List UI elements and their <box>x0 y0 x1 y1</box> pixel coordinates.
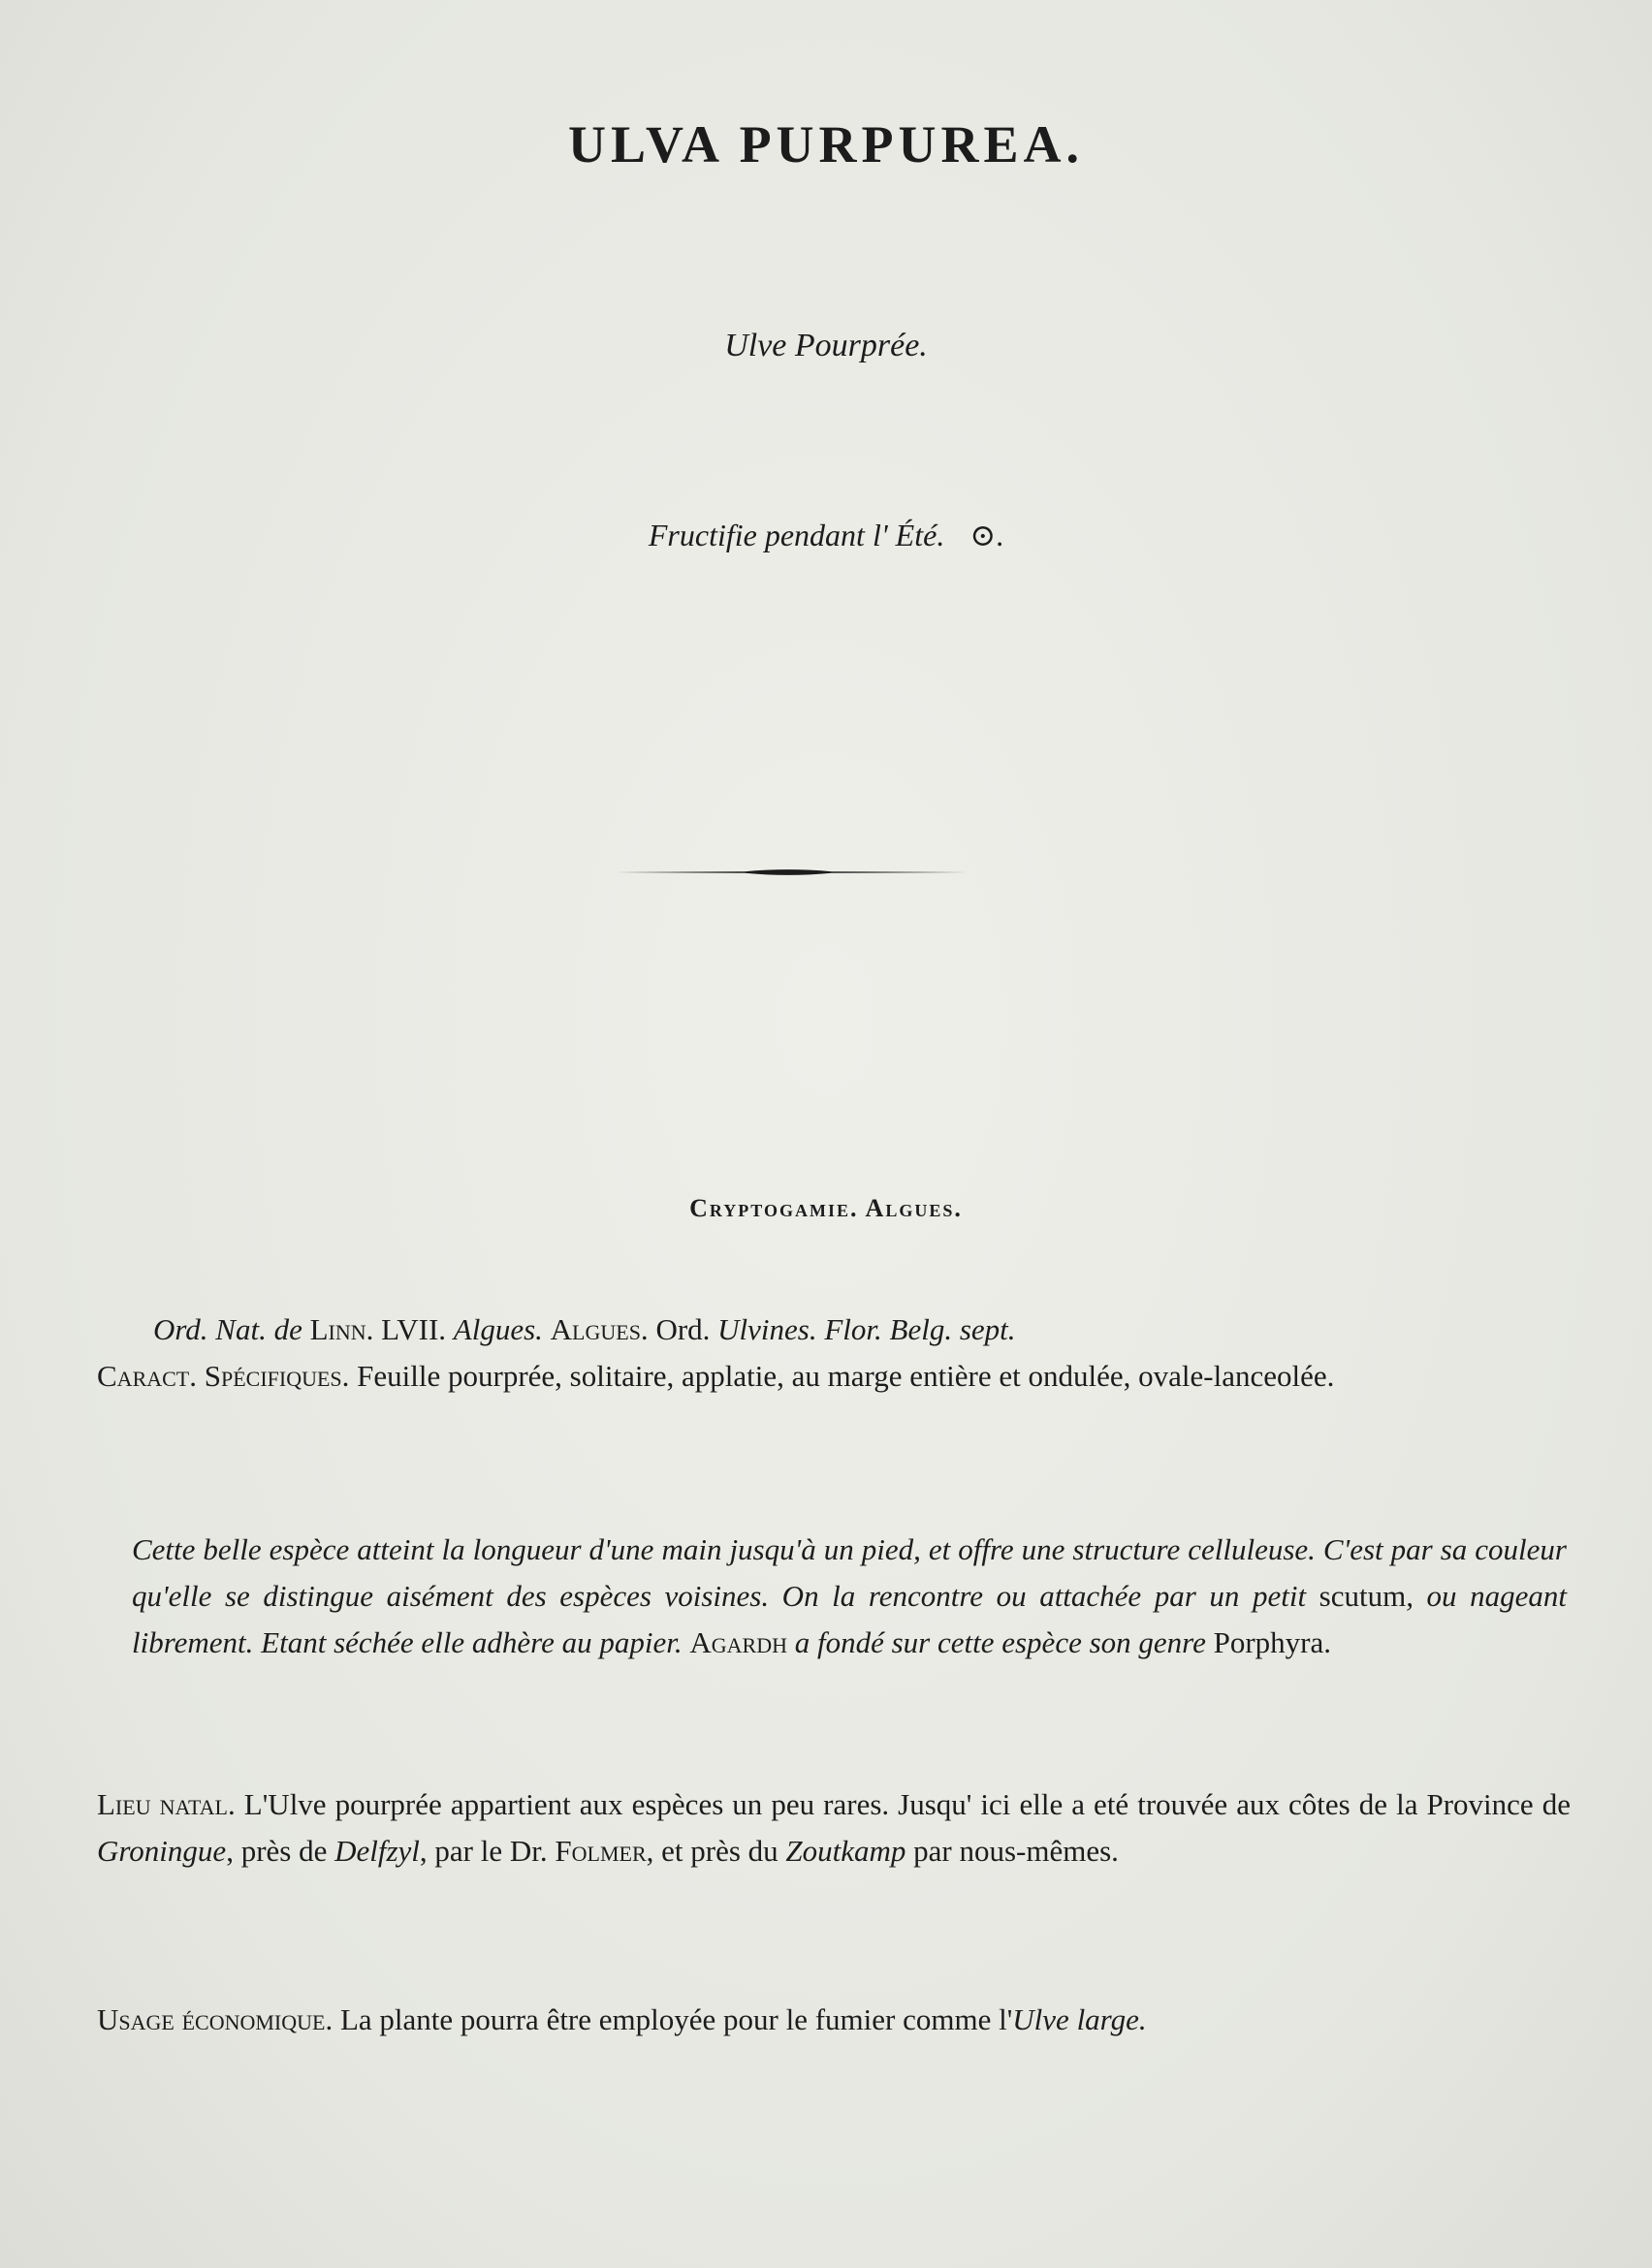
description-text-3: a fondé sur cette espèce son genre <box>794 1625 1206 1659</box>
ornamental-rule <box>609 867 968 877</box>
habitat-paragraph <box>97 1781 1571 1874</box>
section-heading: Cryptogamie. Algues. <box>689 1194 963 1222</box>
fructification-text: Fructifie pendant l' Été. <box>648 518 945 552</box>
caract-text: Feuille pourprée, solitaire, applatie, au marge entière et ondulée, ovale-lanceolée. <box>357 1359 1335 1393</box>
ulvines-text: Ulvines. <box>717 1312 817 1346</box>
groningue-text: Groningue <box>97 1834 227 1868</box>
lvii-text: LVII. <box>381 1312 447 1346</box>
usage-label: Usage économique. <box>97 2002 334 2036</box>
description-paragraph <box>132 1527 1567 1666</box>
scutum-text: scutum <box>1318 1579 1407 1613</box>
ulve-large-ref: Ulve large. <box>1012 2002 1147 2036</box>
ord-nat-text: Ord. Nat. de <box>153 1312 302 1346</box>
habitat-label: Lieu natal. <box>97 1787 236 1821</box>
habitat-text-1: L'Ulve pourprée appartient aux espèces un peu rares. Jusqu' ici elle a eté trouvée aux côtes de la Province de <box>243 1787 1571 1821</box>
description-text-2: , ou nageant librement. Etant séchée elle adhère au papier. <box>132 1579 1567 1659</box>
habitat-text-2: , près de <box>226 1834 328 1868</box>
classification-paragraph <box>97 1307 1571 1400</box>
flor-belg-text: Flor. Belg. sept. <box>824 1312 1016 1346</box>
habitat-text-5: par nous-mêmes. <box>913 1834 1119 1868</box>
delfzyl-text: Delfzyl <box>334 1834 420 1868</box>
usage-text: La plante pourra être employée pour le fumier comme l' <box>339 2002 1013 2036</box>
algues-smallcaps: Algues. <box>550 1312 649 1346</box>
habitat-text-3: , par le Dr. <box>419 1834 548 1868</box>
folmer-text: Folmer <box>555 1834 647 1868</box>
fructification-line <box>0 517 1652 553</box>
description-text-1: Cette belle espèce atteint la longueur d'une main jusqu'à un pied, et offre une structure celluleuse. C'est par sa couleur qu'elle se distingue aisément des espèces voisines. On la rencontre ou attachée par un petit <box>132 1532 1567 1613</box>
annual-symbol: ⊙. <box>969 518 1004 552</box>
porphyra-text: Porphyra. <box>1213 1625 1331 1659</box>
habitat-text-4: , et près du <box>646 1834 778 1868</box>
linn-text: Linn. <box>309 1312 374 1346</box>
caract-label: Caract. Spécifiques. <box>97 1359 350 1393</box>
agardh-text: Agardh <box>689 1625 787 1659</box>
zoutkamp-text: Zoutkamp <box>785 1834 906 1868</box>
page-title: ULVA PURPUREA. <box>567 115 1085 173</box>
common-name: Ulve Pourprée. <box>724 328 928 363</box>
ord-text: Ord. <box>655 1312 711 1346</box>
algues-italic: Algues. <box>453 1312 543 1346</box>
usage-paragraph <box>97 1997 1571 2043</box>
